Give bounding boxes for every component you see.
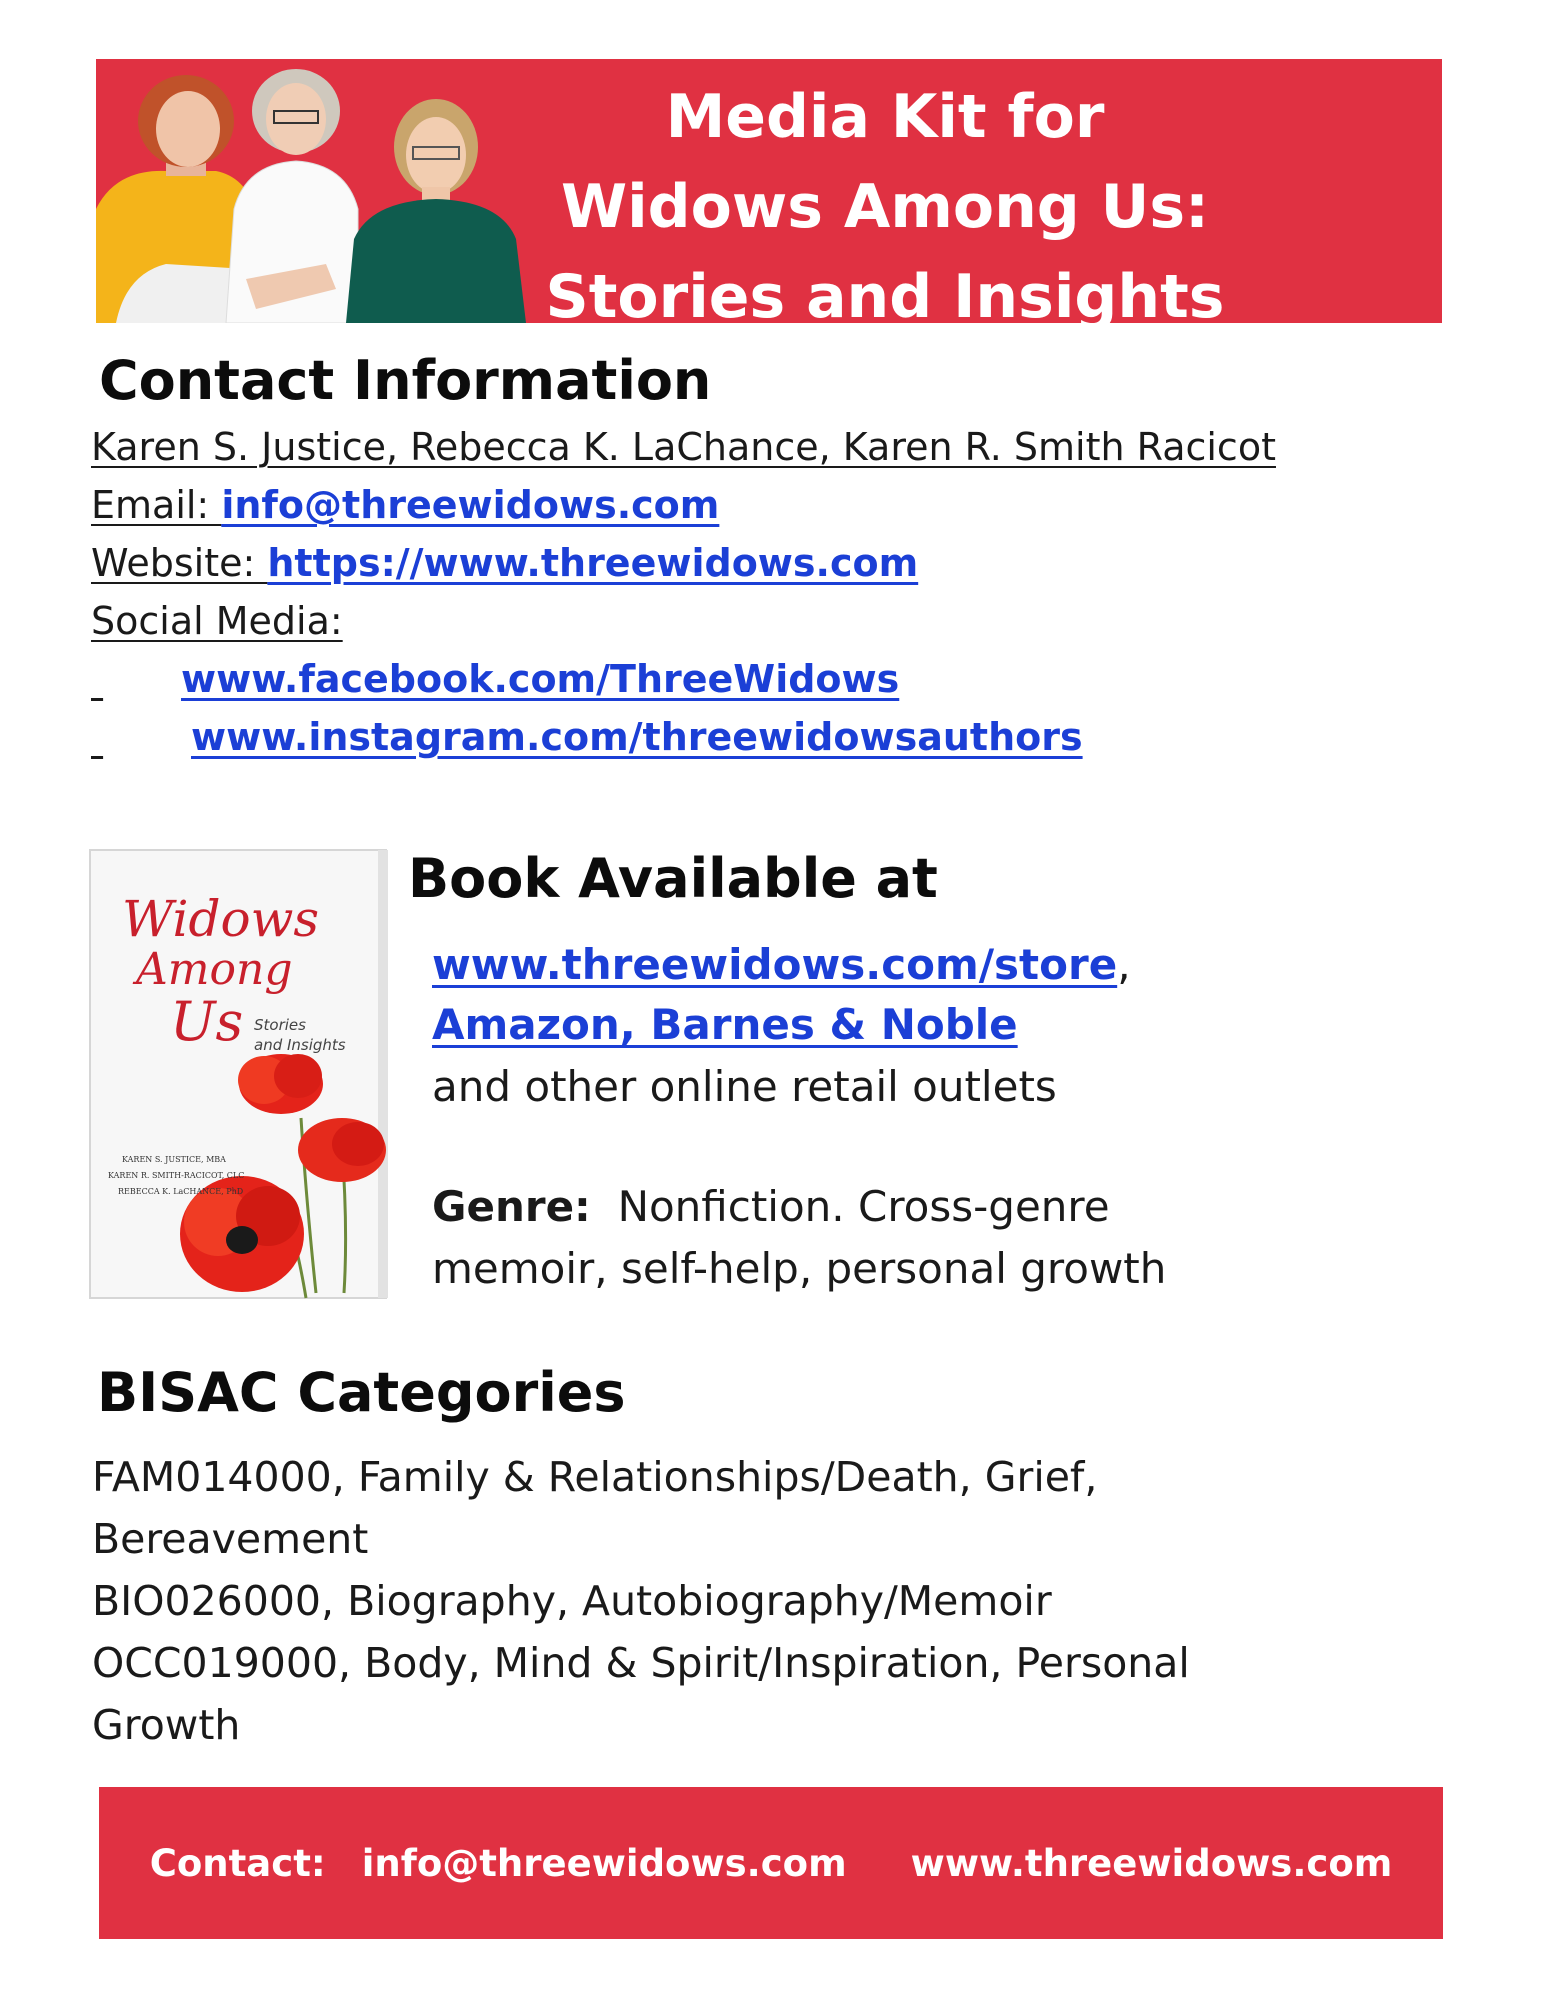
footer-contact <box>99 1787 1443 1939</box>
email-label: Email: <box>91 483 222 527</box>
store-comma: , <box>1117 940 1131 989</box>
author-photo-3 <box>346 99 526 323</box>
title-line-1: Media Kit for <box>665 82 1105 152</box>
bisac-line-4: OCC019000, Body, Mind & Spirit/Inspiration, Personal <box>92 1639 1190 1687</box>
contact-heading: Contact Information <box>99 349 712 412</box>
facebook-link[interactable]: www.facebook.com/ThreeWidows <box>181 657 900 701</box>
retailers-link[interactable]: Amazon, Barnes & Noble <box>432 1000 1018 1049</box>
title-line-3: Stories and Insights <box>545 262 1225 332</box>
instagram-link[interactable]: www.instagram.com/threewidowsauthors <box>191 715 1083 759</box>
store-link[interactable]: www.threewidows.com/store <box>432 940 1118 989</box>
book-cover <box>86 848 390 1300</box>
cover-author-2: KAREN R. SMITH-RACICOT, CLC <box>108 1171 245 1180</box>
facebook-indent <box>91 650 181 708</box>
footer-website[interactable]: www.threewidows.com <box>910 1841 1393 1885</box>
other-outlets-text: and other online retail outlets <box>432 1062 1057 1111</box>
email-link[interactable]: info@threewidows.com <box>221 483 720 527</box>
bisac-line-3: BIO026000, Biography, Autobiography/Memoir <box>92 1577 1052 1625</box>
authors-photo <box>96 59 526 323</box>
title-line-2: Widows Among Us: <box>560 172 1210 242</box>
cover-subtitle-1: Stories <box>254 1016 306 1034</box>
author-photo-2 <box>226 69 358 323</box>
bisac-line-2: Bereavement <box>92 1515 369 1563</box>
genre-label: Genre: <box>432 1182 591 1231</box>
cover-author-1: KAREN S. JUSTICE, MBA <box>122 1155 226 1164</box>
website-label: Website: <box>91 541 268 585</box>
social-media-label: Social Media: <box>91 599 343 643</box>
cover-title-1: Widows <box>122 890 320 948</box>
bisac-heading: BISAC Categories <box>97 1361 626 1424</box>
authors-names: Karen S. Justice, Rebecca K. LaChance, Karen R. Smith Racicot <box>91 425 1276 469</box>
footer-label: Contact: <box>149 1841 326 1885</box>
availability-heading: Book Available at <box>408 847 938 910</box>
genre-line-2: memoir, self-help, personal growth <box>432 1244 1167 1293</box>
website-link[interactable]: https://www.threewidows.com <box>267 541 919 585</box>
cover-author-3: REBECCA K. LaCHANCE, PhD <box>118 1187 244 1196</box>
bisac-line-1: FAM014000, Family & Relationships/Death, Grief, <box>92 1453 1098 1501</box>
media-kit-title <box>520 72 1250 342</box>
cover-title-3: Us <box>170 990 244 1053</box>
genre-line-1: Nonfiction. Cross-genre <box>617 1182 1110 1231</box>
footer-email[interactable]: info@threewidows.com <box>361 1841 847 1885</box>
cover-title-2: Among <box>136 944 293 995</box>
instagram-indent <box>91 708 191 766</box>
bisac-line-5: Growth <box>92 1701 241 1749</box>
cover-subtitle-2: and Insights <box>254 1036 346 1054</box>
